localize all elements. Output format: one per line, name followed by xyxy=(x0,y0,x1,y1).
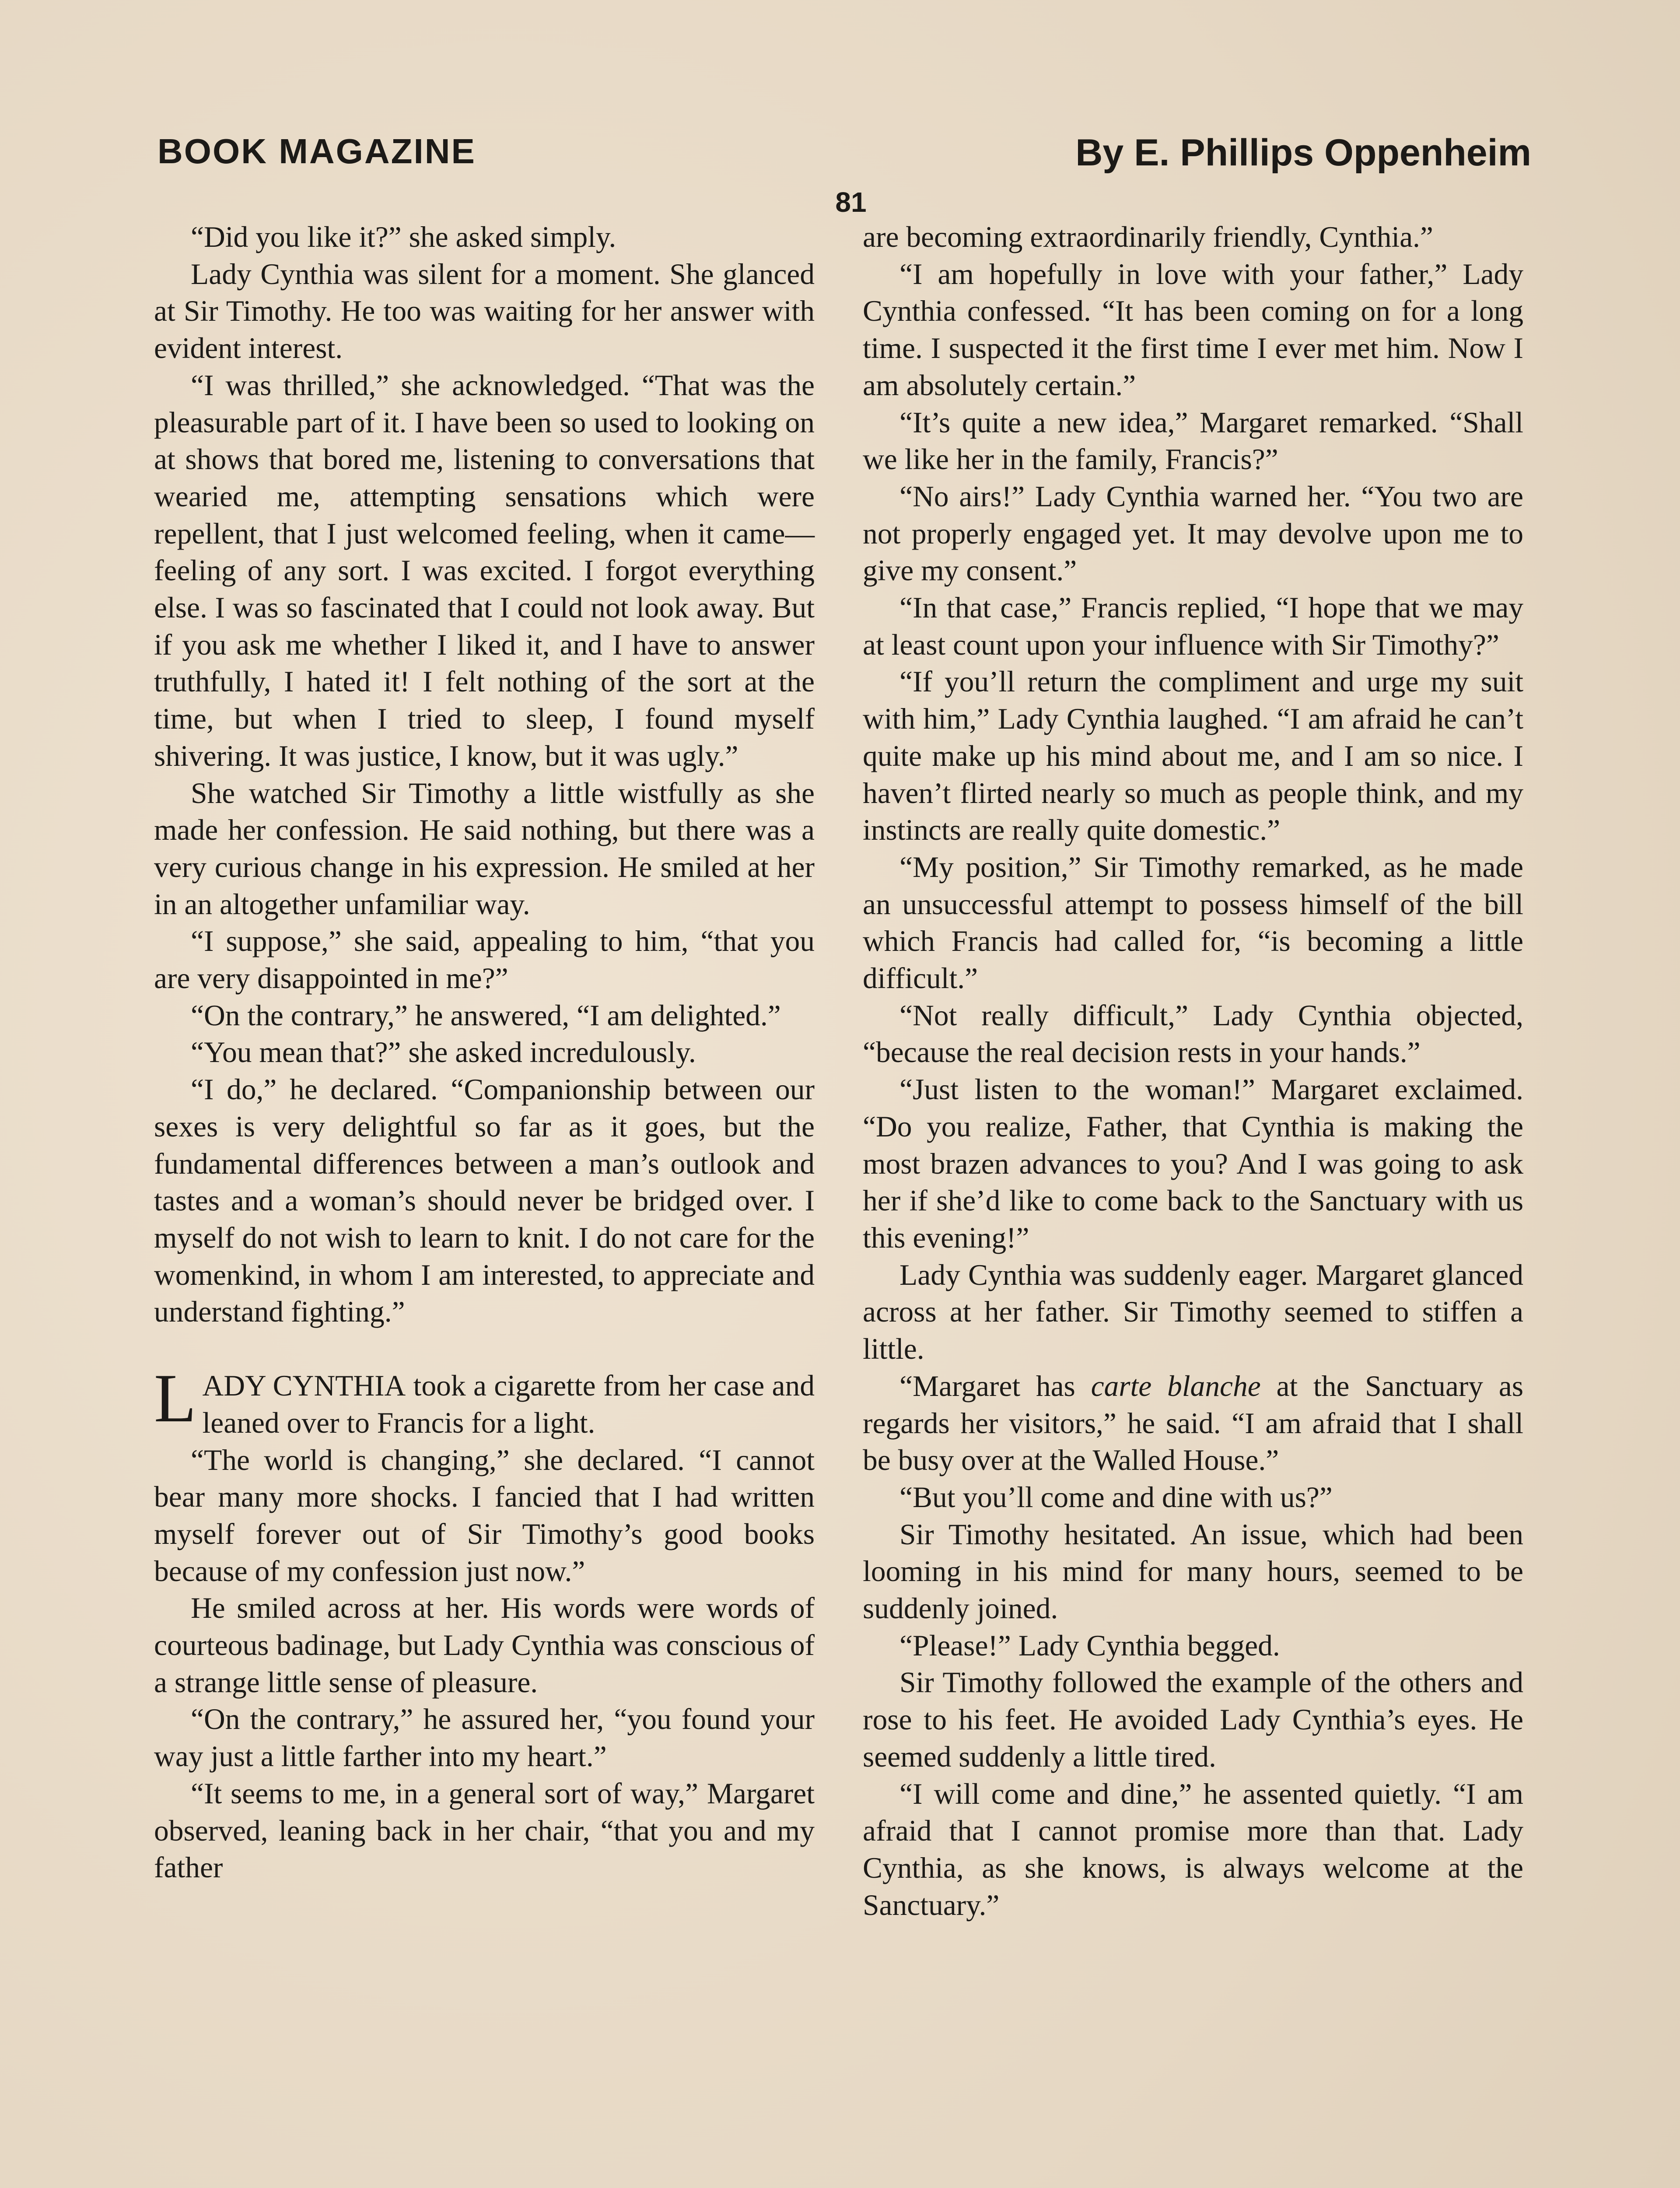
paragraph: “You mean that?” she asked incredulously. xyxy=(191,1036,696,1069)
paragraph: “It’s quite a new idea,” Margaret remarked. “Shall we like her in the family, Francis?” xyxy=(863,406,1523,476)
paragraph: “The world is changing,” she declared. “I cannot bear many more shocks. I fancied that I had written myself forever out of Sir Timothy’s good books because of my confession just now.” xyxy=(154,1443,815,1588)
paragraph: “In that case,” Francis replied, “I hope that we may at least count upon your influence with Sir Timothy?” xyxy=(863,591,1523,661)
paragraph: “No airs!” Lady Cynthia warned her. “You two are not properly engaged yet. It may devolve upon me to give my consent.” xyxy=(863,480,1523,587)
page-number: 81 xyxy=(835,186,867,218)
paragraph: “On the contrary,” he answered, “I am delighted.” xyxy=(191,999,781,1032)
paragraph: “But you’ll come and dine with us?” xyxy=(900,1480,1333,1514)
paragraph: “Not really difficult,” Lady Cynthia objected, “because the real decision rests in your hands.” xyxy=(863,999,1523,1069)
section-opening-paragraph xyxy=(154,1360,815,1441)
paragraph: “I was thrilled,” she acknowledged. “That was the pleasurable part of it. I have been so used to looking on at shows that bored me, listening to conversations that wearied me, attempting sensations which were repellent, that I just welcomed feeling, when it came—feeling of any sort. I was excited. I forgot everything else. I was so fascinated that I could not look away. But if you ask me whether I liked it, and I have to answer truthfully, I hated it! I felt nothing of the sort at the time, but when I tried to sleep, I found myself shivering. It was justice, I know, but it was ugly.” xyxy=(154,368,815,772)
paragraph: “It seems to me, in a general sort of way,” Margaret observed, leaning back in her chair, “that you and my father xyxy=(154,1777,815,1884)
paragraph: She watched Sir Timothy a little wistfully as she made her confession. He said nothing, but there was a very curious change in his expression. He smiled at her in an altogether unfamiliar way. xyxy=(154,776,815,921)
paragraph: “I do,” he declared. “Companionship between our sexes is very delightful so far as it goes, but the fundamental differences between a man’s outlook and tastes and a woman’s should never be bridged over. I myself do not wish to learn to knit. I do not care for the womenkind, in whom I am interested, to appreciate and understand fighting.” xyxy=(154,1073,815,1329)
paragraph: “Please!” Lady Cynthia begged. xyxy=(900,1629,1280,1662)
paragraph: Sir Timothy followed the example of the others and rose to his feet. He avoided Lady Cynthia’s eyes. He seemed suddenly a little tired. xyxy=(863,1666,1523,1773)
paragraph: “I will come and dine,” he assented quietly. “I am afraid that I cannot promise more than that. Lady Cynthia, as she knows, is always welcome at the Sanctuary.” xyxy=(863,1777,1523,1922)
paragraph: “If you’ll return the compliment and urge my suit with him,” Lady Cynthia laughed. “I am afraid he can’t quite make up his mind about me, and I am so nice. I haven’t flirted nearly so much as people think, and my instincts are really quite domestic.” xyxy=(863,665,1523,847)
paragraph: “My position,” Sir Timothy remarked, as he made an unsuccessful attempt to possess himself of the bill which Francis had called for, “is becoming a little difficult.” xyxy=(863,850,1523,995)
author-byline: By E. Phillips Oppenheim xyxy=(1075,132,1531,174)
drop-cap: L xyxy=(154,1360,196,1437)
section-lead-caps: ADY CYNTHIA xyxy=(202,1369,406,1403)
text-run: “Margaret has xyxy=(900,1369,1091,1403)
paragraph: Lady Cynthia was suddenly eager. Margaret glanced across at her father. Sir Timothy seemed to stiffen a little. xyxy=(863,1258,1523,1366)
magazine-title: BOOK MAGAZINE xyxy=(158,132,476,171)
italic-phrase: carte blanche xyxy=(1091,1369,1261,1403)
left-column xyxy=(154,219,815,1886)
paragraph: “I suppose,” she said, appealing to him, “that you are very disappointed in me?” xyxy=(154,925,815,995)
paragraph: “Just listen to the woman!” Margaret exclaimed. “Do you realize, Father, that Cynthia is making the most brazen advances to you? And I was going to ask her if she’d like to come back to the Sanctuary with us this evening!” xyxy=(863,1073,1523,1254)
right-column xyxy=(863,219,1523,1924)
paragraph: Sir Timothy hesitated. An issue, which had been looming in his mind for many hours, seemed to be suddenly joined. xyxy=(863,1518,1523,1625)
section-lead-text: took a cigarette from her case and leaned over to Francis for a light. xyxy=(202,1369,815,1439)
paragraph: “On the contrary,” he assured her, “you found your way just a little farther into my heart.” xyxy=(154,1703,815,1773)
paragraph: “Did you like it?” she asked simply. xyxy=(191,221,616,253)
text-run: at the Sanctuary as regards her visitors,” he said. “I am afraid that I shall be busy over at the Walled House.” xyxy=(863,1369,1524,1477)
paragraph: Lady Cynthia was silent for a moment. She glanced at Sir Timothy. He too was waiting for her answer with evident interest. xyxy=(154,257,815,365)
paragraph-continuation: are becoming extraordinarily friendly, Cynthia.” xyxy=(863,221,1433,253)
paragraph: He smiled across at her. His words were words of courteous badinage, but Lady Cynthia was conscious of a strange little sense of pleasure. xyxy=(154,1592,815,1699)
running-head xyxy=(158,131,1531,179)
paragraph: “I am hopefully in love with your father,” Lady Cynthia confessed. “It has been coming on for a long time. I suspected it the first time I ever met him. Now I am absolutely certain.” xyxy=(863,257,1523,402)
paragraph xyxy=(863,1368,1523,1479)
